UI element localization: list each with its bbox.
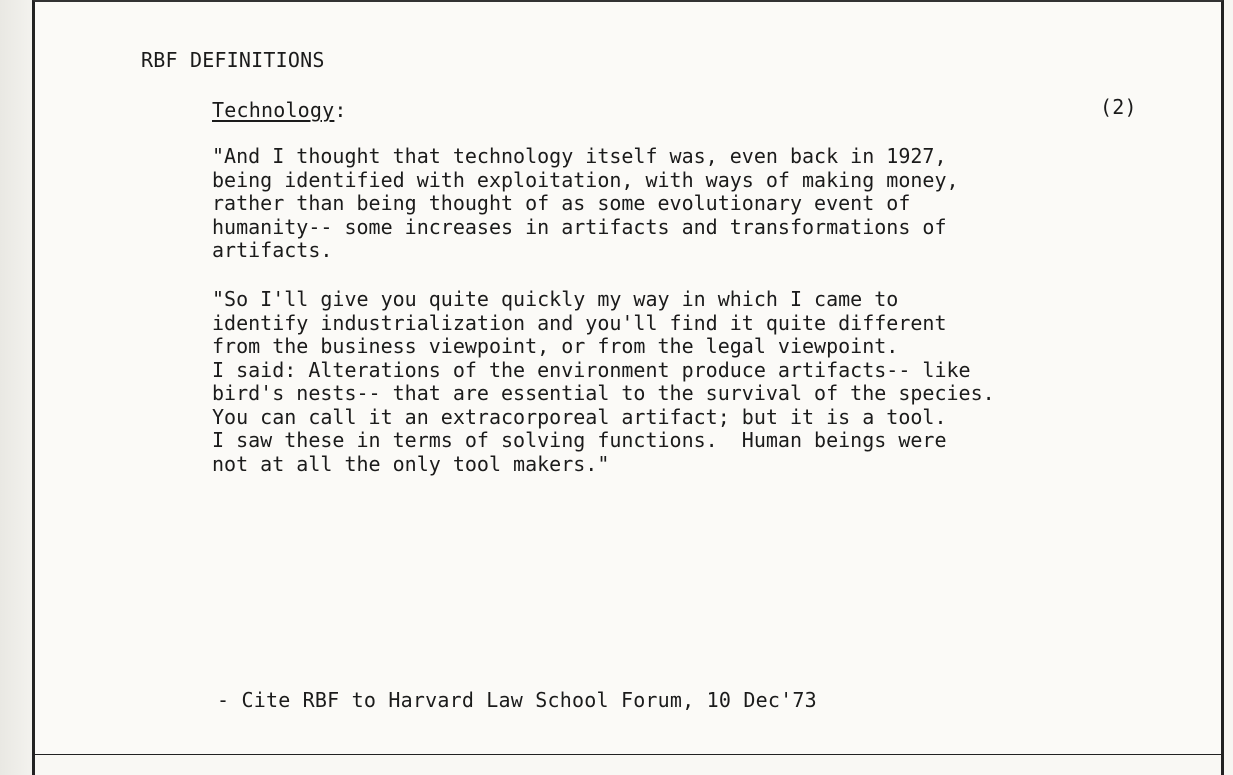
quote-line: rather than being thought of as some evolutionary event of <box>212 191 911 215</box>
citation: - Cite RBF to Harvard Law School Forum, 10 Dec'73 <box>217 688 817 712</box>
quote-line: from the business viewpoint, or from the legal viewpoint. <box>212 334 899 358</box>
quote-line: "So I'll give you quite quickly my way in which I came to <box>212 287 899 311</box>
quote-line: I saw these in terms of solving functions. Human beings were <box>212 428 947 452</box>
adjacent-page-edge <box>0 0 32 775</box>
definition-card <box>32 0 1224 757</box>
next-card-edge <box>32 755 1224 775</box>
quote-paragraph-1 <box>212 145 959 263</box>
quote-line: artifacts. <box>212 238 333 262</box>
quote-line: not at all the only tool makers." <box>212 451 610 476</box>
quote-line: identify industrialization and you'll find it quite different <box>212 310 947 335</box>
quote-line: I said: Alterations of the environment produce artifacts-- like <box>212 357 971 382</box>
quote-line: humanity-- some increases in artifacts and transformations of <box>212 214 947 239</box>
page-number: (2) <box>1100 95 1137 119</box>
card-header: RBF DEFINITIONS <box>141 48 325 72</box>
quote-line: You can call it an extracorporeal artifact; but it is a tool. <box>212 404 947 429</box>
term-heading <box>212 98 347 122</box>
quote-line: being identified with exploitation, with ways of making money, <box>212 167 959 192</box>
quote-paragraph-2 <box>212 288 995 476</box>
quote-line: "And I thought that technology itself was, even back in 1927, <box>212 144 947 168</box>
term-colon: : <box>334 98 347 122</box>
quote-line: bird's nests-- that are essential to the survival of the species. <box>212 381 995 405</box>
term-word: Technology <box>212 98 335 122</box>
